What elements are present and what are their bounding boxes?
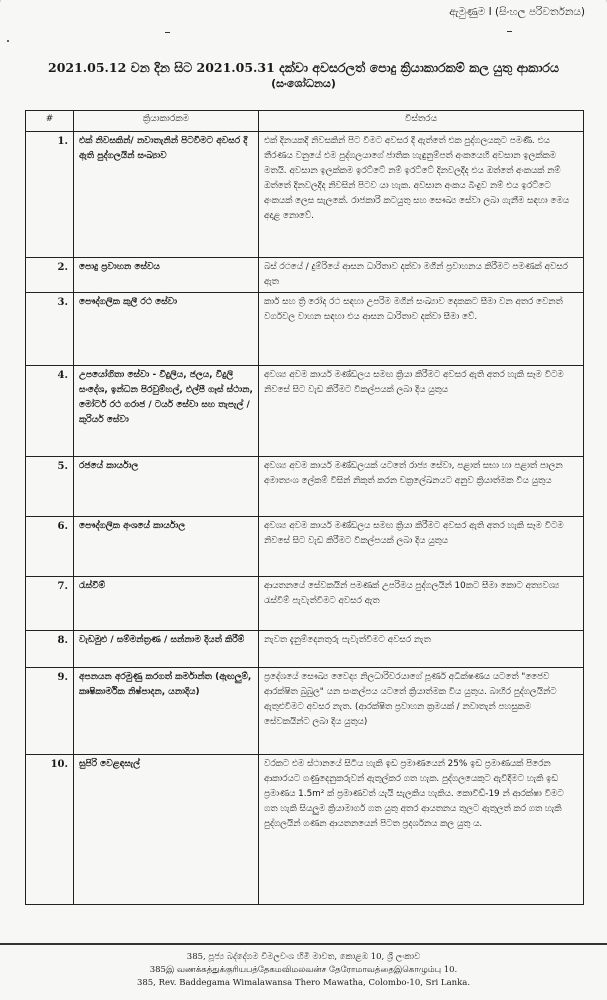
row-number: 9. <box>26 668 74 755</box>
row-details: ආයතනයේ සේවකයින් පමණක් උපරිමය පුද්ගලයින් 10කට සීමා කොට අත්‍යවශ්‍ය රැස්වීම් පැවැත්වීමට අවසර ඇත <box>259 577 584 631</box>
row-number: 2. <box>26 258 74 293</box>
row-activity: පෞද්ගලික අංශයේ කාර්යාල <box>74 517 259 577</box>
activities-table <box>25 110 584 905</box>
row-number: 8. <box>26 631 74 668</box>
table-row <box>26 366 584 457</box>
scan-mark <box>507 31 512 32</box>
row-details: අවශ්‍ය අවම කාර්ය මණ්ඩලය සමඟ ක්‍රියා කිරීමට අවසර ඇති අතර හැකි සෑම විටම නිවසේ සිට වැඩ කිරීමට විකල්පයක් ලබා දිය යුතුය <box>259 366 584 457</box>
document-title: 2021.05.12 වන දින සිට 2021.05.31 දක්වා අවසරලත් පොදු ක්‍රියාකාරකම් කල යුතු ආකාරය <box>48 60 559 75</box>
row-number: 3. <box>26 293 74 366</box>
row-details: කාර් සහ ත්‍රි රෝද රථ සඳහා උපරිම මගීන් සංඛ්‍යාව දෙකකට සීමා වන අතර වෙනත් වර්ගවල වාහන සඳහා එය ආසන ධාරිතාව දක්වා සීමා වේ. <box>259 293 584 366</box>
row-number: 10. <box>26 755 74 905</box>
row-details: බස් රථයේ / දුම්රියේ ආසන ධාරිතාව දක්වා මගීන් ප්‍රවාහනය කිරීමට පමණක් අවසර ඇත <box>259 258 584 293</box>
row-number: 7. <box>26 577 74 631</box>
page-edge-decoration <box>0 0 41 60</box>
table-header-row <box>26 111 584 132</box>
footer-address-english: 385, Rev. Baddegama Wimalawansa Thero Mawatha, Colombo-10, Sri Lanka. <box>136 978 471 988</box>
row-activity: එක් නිවසකින්/ නවාතැනින් පිටවීමට අවසර දී ඇති පුද්ගලයින් සංඛ්‍යාව <box>74 132 259 258</box>
footer-address-sinhala: 385, පූජ්‍ය බද්දේගම විමලවංශ හිමි මාවත, කොළඹ 10, ශ්‍රී ලංකාව <box>186 952 421 962</box>
table-row <box>26 457 584 517</box>
table-row <box>26 631 584 668</box>
column-header-details: විස්තරය <box>259 111 584 132</box>
column-header-number: # <box>26 111 74 132</box>
footer-divider <box>0 943 607 945</box>
scan-mark <box>165 32 170 33</box>
row-activity: පොදු ප්‍රවාහන සේවය <box>74 258 259 293</box>
row-activity: රජයේ කාර්යාල <box>74 457 259 517</box>
scan-speck <box>7 40 9 42</box>
table-row <box>26 517 584 577</box>
row-activity: සුපිරි වෙළඳසැල් <box>74 755 259 905</box>
row-number: 6. <box>26 517 74 577</box>
row-details: අවශ්‍ය අවම කාර්ය මණ්ඩලය සමඟ ක්‍රියා කිරීමට අවසර ඇති අතර හැකි සෑම විටම නිවසේ සිට වැඩ කිරීමට විකල්පයක් ලබා දිය යුතුය <box>259 517 584 577</box>
column-header-activity: ක්‍රියාකාරකම <box>74 111 259 132</box>
row-details: ප්‍රදේශයේ සෞඛ්‍ය වෛද්‍ය නිලධාරිවරයාගේ පූර්ණ අධීක්ෂණය යටතේ "ජෛව ආරක්ෂිත බුබුල" යන සංකල්පය යටතේ ක්‍රියාත්මක විය යුතුය. බාහිර පුද්ගලයින්ට ඇතුළුවීමට අවසර නැත. (ආරක්ෂිත ප්‍රවාහන ක්‍රමයක් / නවාතැන් පහසුකම සේවකයින්ට ලබා දිය යුතුය) <box>259 668 584 755</box>
row-number: 5. <box>26 457 74 517</box>
table-row <box>26 755 584 905</box>
row-details: අවශ්‍ය අවම කාර්ය මණ්ඩලයක් යටතේ රාජ්‍ය සේවා, පළාත් සභා හා පළාත් පාලන අමාත්‍යංශ ලේකම් විසින් නිකුත් කරන චක්‍රලේඛනයට අනුව ක්‍රියාත්මක විය යුතුය <box>259 457 584 517</box>
row-activity: උපයෝගිතා සේවා - විදුලිය, ජලය, විදුලි සංදේශ, ඉන්ධන පිරවුම්හල්, එල්පී ගෑස් ස්ථාන, මෝටර් රථ ගරාජ / ටයර් සේවා සහ තැපැල් / කුරියර් සේවා <box>74 366 259 457</box>
table-row <box>26 668 584 755</box>
row-number: 4. <box>26 366 74 457</box>
row-activity: රැස්වීම් <box>74 577 259 631</box>
row-activity: වැඩමුළු / සම්මන්ත්‍රණ / සන්නාම දියත් කිරීම් <box>74 631 259 668</box>
table-row <box>26 132 584 258</box>
row-activity: පෞද්ගලික කුලී රථ සේවා <box>74 293 259 366</box>
row-details: වරකට එම ස්ථානයේ සිටිය හැකි ඉඩ ප්‍රමාණයෙන් 25% ඉඩ ප්‍රමාණයක් පිරෙන ආකාරයට ගණුදෙනුකරුවන් ඇතුල්කර ගත හැක. පුද්ගලයෙකුට ඇවිදීමට හැකි ඉඩ ප්‍රමාණය 1.5m² ක් ප්‍රමාණවත් යැයි සැලකිය හැකිය. කොවිඩ්-19 න් ආරක්ෂා වීමට ගත හැකි සියලුම ක්‍රියාමාර්ග ගත යුතු අතර ආයතනය තුලට ඇතුලත් කර ගත හැකි පුද්ගලයින් ගණන ආයතනයෙන් පිටත ප්‍රදර්ශනය කල යුතු ය. <box>259 755 584 905</box>
row-number: 1. <box>26 132 74 258</box>
footer-address <box>0 951 607 990</box>
document-subtitle: (සංශෝධනය) <box>271 77 336 90</box>
row-details: නැවත දැනුම්දෙනතුරු පැවැත්වීමට අවසර නැත <box>259 631 584 668</box>
annex-label: ඇමුණුම I (සිංහල පරිවර්තනය) <box>449 6 585 18</box>
footer-address-tamil: 385இ வணக்கத்துக்குரியபத்தேகமவிமலவன்ச தேரோமாவத்தைஇகொழும்பு 10. <box>149 965 458 975</box>
table-row <box>26 293 584 366</box>
row-details: එක් දිනයකදී නිවසකින් පිට වීමට අවසර දී ඇත්තේ එක පුද්ගලයකුට පමණි. එය තීරණය වනුයේ එම පුද්ගලයාගේ ජාතික හැඳුනුම්පත් අංකයෙහි අවසාන ඉලක්කම මතයි. අවසාන ඉලක්කම ඉරට්ටේ නම් ඉරට්ටේ දිනවලදීද එය ඔත්තේ අංකයක් නම් ඔත්තේ දිනවලදීද නිවසින් පිටව යා හැක. අවසාන අංකය බිංදුව නම් එය ඉරට්ටෙ අංකයක් ලෙස සැලකේ. රාජකාරි කටයුතු සහ සෞඛ්‍ය සේවා ලබා ගැනීම සඳහා මෙය අදාළ නොවේ. <box>259 132 584 258</box>
table-row <box>26 258 584 293</box>
row-activity: අපනයන අරමුණු කරගත් කර්මාන්ත (ඇඟලුම්, කෘෂිකාර්මික නිෂ්පාදන, යනාදිය) <box>74 668 259 755</box>
table-row <box>26 577 584 631</box>
